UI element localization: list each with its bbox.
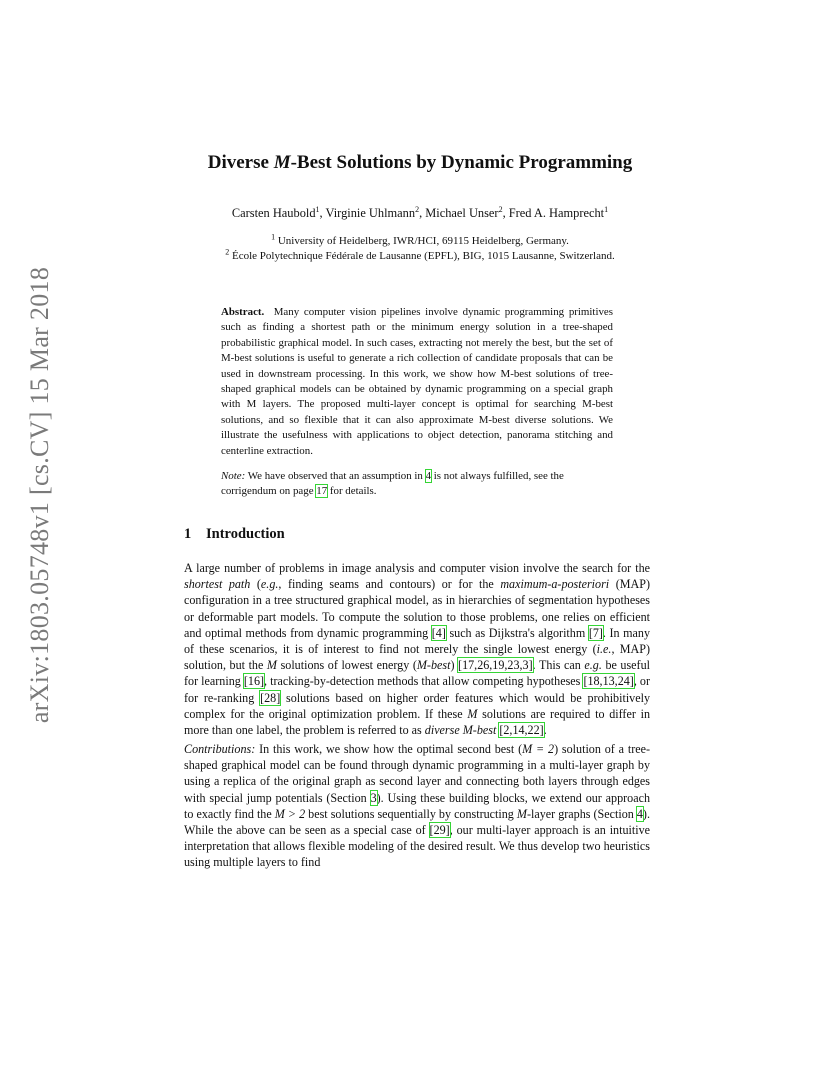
author-name: Michael Unser xyxy=(425,206,499,220)
abstract-text: Many computer vision pipelines involve dynamic programming primitives such as finding a shortest path or the minimum energy solution in a tree-shaped probabilistic graphical model. In such cases, extracting not merely the best, but the set of M-best solutions is useful to generate a rich collection of candidate proposals that can be used in downstream processing. In this work, we show how M-best solutions of tree-shaped graphical models can be obtained by dynamic programming on a special graph with M layers. The proposed multi-layer concept is optimal for searching M-best solutions, and so flexible that it can also approximate M-best diverse solutions. We illustrate the usefulness with applications to object detection, panorama stitching and centerline extraction. xyxy=(221,306,613,457)
affil-sup: 1 xyxy=(271,232,276,242)
author-list: Carsten Haubold$^1$, Virginie Uhlmann$^2$, Michael Unser$^2$, Fred A. Hamprecht$^1$ xyxy=(231,204,609,220)
title-post: -Best Solutions by Dynamic Programming xyxy=(290,152,633,173)
text-run: , our multi-layer approach is an intuitive interpretation that allows flexible modeling of the desired result. We thus develop two heuristics using multiple layers to find xyxy=(184,823,651,870)
abstract-label: Abstract. xyxy=(221,306,265,318)
text-run: , tracking-by-detection methods that allow competing hypotheses xyxy=(264,674,584,689)
citation-link[interactable]: [29] xyxy=(429,823,450,838)
text-run: such as Dijkstra's algorithm xyxy=(445,625,589,640)
emphasis: diverse M-best xyxy=(424,723,497,738)
page-link[interactable]: 17 xyxy=(316,485,328,498)
affil-sup: 2 xyxy=(225,247,230,257)
citation-link[interactable]: [16] xyxy=(243,674,265,689)
paper-title xyxy=(100,152,740,174)
section-number: 1 xyxy=(184,526,192,542)
text-run: A large number of problems in image analysis and computer vision involve the search for the xyxy=(184,561,650,575)
citation-link[interactable]: [2,14,22] xyxy=(499,723,544,738)
author-name: Virginie Uhlmann xyxy=(325,206,416,220)
text-run: , finding seams and contours) or for the xyxy=(278,577,501,592)
section-link[interactable]: 3 xyxy=(370,790,377,805)
text-run: . In many of these scenarios, it is of interest to find not merely the single lowest energy ( xyxy=(184,625,651,657)
affil-text: University of Heidelberg, IWR/HCI, 69115 Heidelberg, Germany. xyxy=(277,235,569,247)
text-run: In this work, we show how the optimal second best ( xyxy=(255,742,523,756)
citation-link[interactable]: [18,13,24] xyxy=(583,674,634,689)
contributions-paragraph xyxy=(184,741,650,871)
emphasis: e.g. xyxy=(584,658,602,673)
author-affil-sup: 1 xyxy=(315,204,320,214)
citation-link[interactable]: [17,26,19,23,3] xyxy=(458,658,533,673)
text-run: ). Using these building blocks, we extend our approach to exactly find the xyxy=(184,790,650,821)
author-name: Carsten Haubold xyxy=(231,206,316,220)
text-run: -layer graphs (Section xyxy=(526,806,637,821)
emphasis: M-best xyxy=(416,658,451,673)
arxiv-stamp: arXiv:1803.05748v1 [cs.CV] 15 Mar 2018 xyxy=(25,266,54,724)
text-run: ) xyxy=(450,658,459,673)
text-run: solutions based on higher order features which would be prohibitively complex for the original optimization problem. If these xyxy=(184,690,650,721)
section-title: Introduction xyxy=(206,526,285,542)
math-expr: M = 2 xyxy=(522,742,555,756)
arxiv-sidebar xyxy=(18,266,62,724)
affiliation xyxy=(100,232,740,247)
author-affil-sup: 1 xyxy=(604,204,609,214)
citation-link[interactable]: [4] xyxy=(431,625,446,640)
text-run: . This can xyxy=(532,658,585,673)
title-var: M xyxy=(273,152,291,173)
paragraph-label: Contributions: xyxy=(184,742,256,756)
text-run: best solutions sequentially by constructing xyxy=(305,806,517,821)
section-heading xyxy=(184,526,285,543)
text-run: . xyxy=(543,723,547,738)
section-link[interactable]: 4 xyxy=(636,806,643,821)
citation-link[interactable]: [28] xyxy=(260,690,281,705)
math-var: M xyxy=(266,658,277,673)
text-run: ) solution of a tree-shaped graphical model can be found through dynamic programming in a multi-layer graph by using a replica of the original graph as second layer and connecting both layers through edges with special jump potentials (Section xyxy=(184,742,650,805)
text-run: be useful for learning xyxy=(184,658,650,689)
text-run: , MAP) solution, but the xyxy=(184,642,650,673)
math-expr: M > 2 xyxy=(274,806,306,821)
text-run: ). While the above can be seen as a special case of xyxy=(184,806,650,838)
text-run: solutions are required to differ in more than one label, the problem is referred to as xyxy=(184,706,650,738)
text-run: (MAP) configuration in a tree structured graphical model, as in hierarchies of segmentation hypotheses or deformable part models. To compute the solution to those problems, one relies on efficient and optimal methods from dynamic programming xyxy=(184,577,650,640)
text-run: ( xyxy=(250,577,261,592)
text-run: solutions of lowest energy ( xyxy=(277,658,417,673)
affil-text: École Polytechnique Fédérale de Lausanne (EPFL), BIG, 1015 Lausanne, Switzerland. xyxy=(232,250,615,262)
affiliation xyxy=(100,247,740,262)
corrigendum-note xyxy=(221,469,613,500)
emphasis: maximum-a-posteriori xyxy=(500,577,610,592)
author-name: Fred A. Hamprecht xyxy=(508,206,605,220)
note-label: Note: xyxy=(221,470,246,482)
section-link[interactable]: 4 xyxy=(425,470,432,482)
note-text: is not always fulfilled, see the corrigendum on page xyxy=(221,470,564,498)
emphasis: i.e. xyxy=(596,642,612,657)
abstract xyxy=(221,305,613,459)
intro-paragraph xyxy=(184,560,650,738)
author-affil-sup: 2 xyxy=(415,204,420,214)
citation-link[interactable]: [7] xyxy=(588,625,603,640)
note-text: We have observed that an assumption in xyxy=(245,470,426,482)
math-var: M xyxy=(516,806,527,821)
math-var: M xyxy=(467,706,478,721)
text-run: , or for re-ranking xyxy=(184,674,650,705)
note-text: for details. xyxy=(327,485,377,498)
title-pre: Diverse xyxy=(207,152,274,173)
emphasis: e.g. xyxy=(260,577,279,592)
author-affil-sup: 2 xyxy=(498,204,503,214)
emphasis: shortest path xyxy=(184,577,251,592)
